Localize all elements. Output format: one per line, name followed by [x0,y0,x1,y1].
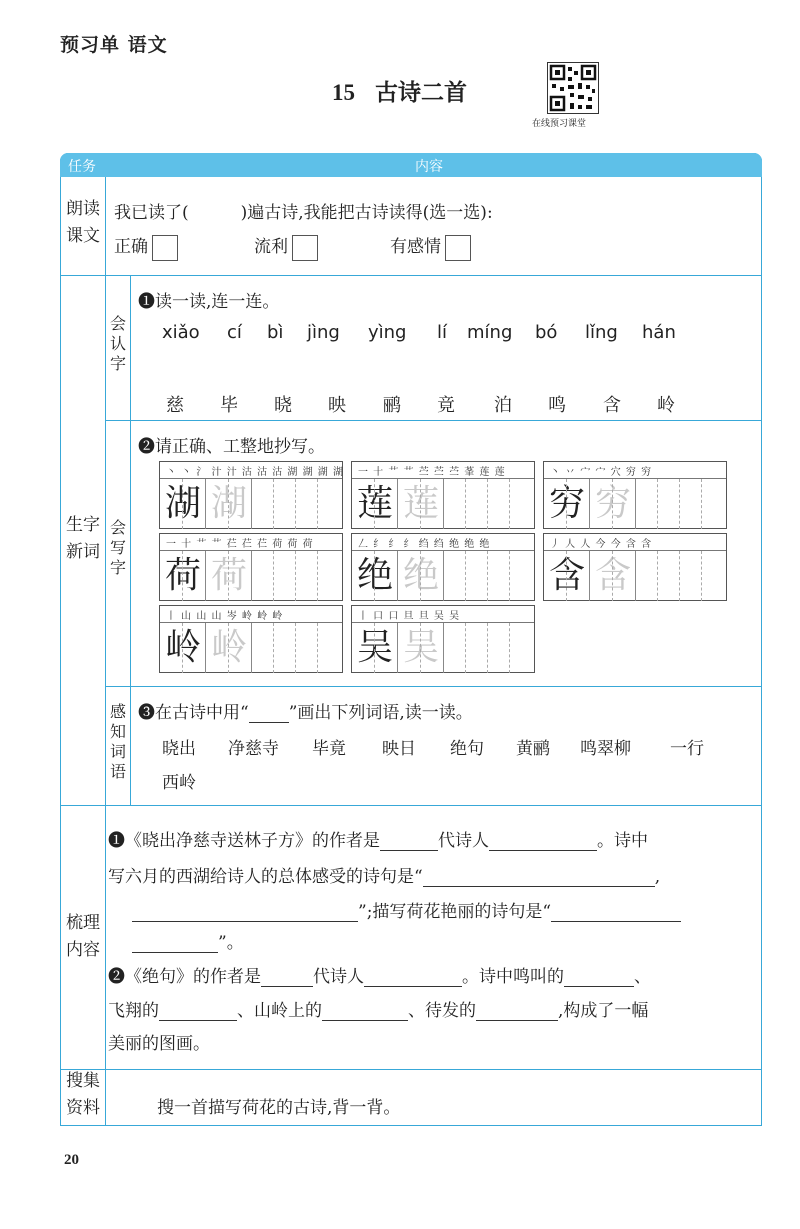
trace-cell[interactable] [590,551,636,601]
practice-cell[interactable] [466,479,488,529]
practice-cell[interactable] [296,551,318,601]
pinyin-item: xiǎo [162,322,200,343]
practice-cell[interactable] [318,479,340,529]
word-item: 西岭 [162,773,196,793]
word-item: 一行 [670,739,704,759]
model-cell [352,551,398,601]
trace-cell[interactable] [398,623,444,673]
practice-cell[interactable] [488,551,510,601]
collect-text: 搜一首描写荷花的古诗,背一背。 [157,1098,401,1118]
model-cell [160,551,206,601]
organize-q1-line1: ❶《晓出净慈寺送林子方》的作者是 代诗人 。诗中 [108,831,648,851]
pinyin-item: cí [227,322,242,343]
stroke-order: 𠃋 纟 纟 纟 绉 绉 绝 绝 绝 [358,539,491,550]
sub-perceive: 感 知 词 语 [109,702,126,781]
writing-card[interactable] [543,461,727,529]
checkbox-emotion[interactable] [445,235,471,261]
answer-blank[interactable] [380,832,438,851]
lesson-number: 15 [332,80,355,105]
answer-blank[interactable] [423,868,655,887]
sub-write: 会 写 字 [109,518,126,577]
trace-char: 吴 [402,627,439,668]
answer-blank[interactable] [132,903,358,922]
trace-cell[interactable] [206,623,252,673]
writing-grid[interactable] [160,550,342,601]
category-collect: 搜集 资料 [66,1071,100,1119]
writing-card[interactable] [159,605,343,673]
trace-cell[interactable] [206,479,252,529]
hanzi-item: 竟 [437,395,455,416]
model-char: 荷 [164,555,201,596]
model-char: 吴 [356,627,393,668]
practice-cell[interactable] [444,623,466,673]
hanzi-item: 慈 [166,395,184,416]
word-item: 晓出 [162,739,196,759]
model-char: 湖 [164,483,201,524]
organize-q1-line2: 写六月的西湖给诗人的总体感受的诗句是“ , [108,867,661,887]
writing-card[interactable] [159,533,343,601]
stroke-order: 丶 丶 氵 汁 汁 沽 沽 沽 湖 湖 湖 湖 [166,467,344,478]
answer-blank[interactable] [489,832,597,851]
practice-cell[interactable] [658,551,680,601]
writing-grid[interactable] [352,622,534,673]
writing-grid[interactable] [352,550,534,601]
pinyin-item: jìng [307,322,340,343]
writing-grid[interactable] [160,622,342,673]
writing-card[interactable] [351,605,535,673]
pinyin-item: míng [467,322,513,343]
trace-char: 湖 [210,483,247,524]
organize-q2-line3: 美丽的图画。 [108,1034,210,1054]
trace-char: 含 [594,555,631,596]
hanzi-item: 含 [603,395,621,416]
table-header [60,153,762,177]
practice-cell[interactable] [702,479,724,529]
practice-cell[interactable] [318,551,340,601]
answer-blank[interactable] [551,903,681,922]
model-cell [544,479,590,529]
stroke-order: 丨 山 山 山 岑 岭 岭 岭 [166,611,284,622]
stroke-order: 丨 口 口 旦 旦 吴 吴 [358,611,461,622]
category-reading: 朗读 课文 [66,199,100,247]
hanzi-item: 毕 [220,395,238,416]
reading-option-3: 有感情 [390,232,471,261]
trace-char: 莲 [402,483,439,524]
practice-cell[interactable] [296,479,318,529]
practice-cell[interactable] [318,623,340,673]
model-char: 岭 [164,627,201,668]
practice-cell[interactable] [658,479,680,529]
page-number: 20 [64,1152,79,1168]
category-vocab: 生字 新词 [66,515,100,563]
write-instruction: ❷请正确、工整地抄写。 [138,437,325,457]
word-item: 毕竟 [312,739,346,759]
pinyin-item: lǐng [585,322,618,343]
word-item: 黄鹂 [516,739,550,759]
practice-cell[interactable] [444,551,466,601]
answer-blank[interactable] [564,968,634,987]
practice-cell[interactable] [680,551,702,601]
stroke-order: 一 十 艹 艹 芢 芢 芢 荷 荷 荷 [166,539,314,550]
word-item: 鸣翠柳 [580,739,631,759]
answer-blank[interactable] [159,1002,237,1021]
trace-char: 绝 [402,555,439,596]
practice-cell[interactable] [636,551,658,601]
pinyin-item: bì [267,322,284,343]
model-char: 绝 [356,555,393,596]
trace-cell[interactable] [398,551,444,601]
answer-blank[interactable] [132,934,218,953]
stroke-order: 丿 人 人 今 今 含 含 [550,539,653,550]
lesson-title [332,74,467,107]
practice-cell[interactable] [252,623,274,673]
practice-cell[interactable] [510,623,532,673]
hanzi-item: 鹂 [383,395,401,416]
trace-cell[interactable] [206,551,252,601]
recognize-instruction: ❶读一读,连一连。 [138,292,280,312]
word-item: 绝句 [450,739,484,759]
organize-q1-line4: ”。 [132,928,244,953]
hanzi-item: 映 [328,395,346,416]
model-cell [352,623,398,673]
practice-cell[interactable] [444,479,466,529]
answer-blank[interactable] [322,1002,408,1021]
answer-blank[interactable] [476,1002,558,1021]
practice-cell[interactable] [466,551,488,601]
practice-cell[interactable] [488,623,510,673]
writing-grid[interactable] [544,478,726,529]
trace-cell[interactable] [590,479,636,529]
practice-cell[interactable] [702,551,724,601]
practice-cell[interactable] [466,623,488,673]
writing-card[interactable] [159,461,343,529]
practice-cell[interactable] [488,479,510,529]
practice-cell[interactable] [510,551,532,601]
reading-times-line: 我已读了( )遍古诗,我能把古诗读得(选一选): [114,203,493,223]
checkbox-correct[interactable] [152,235,178,261]
pinyin-item: lí [437,322,448,343]
practice-cell[interactable] [274,623,296,673]
model-cell [352,479,398,529]
writing-grid[interactable] [544,550,726,601]
hanzi-item: 岭 [657,395,675,416]
writing-grid[interactable] [160,478,342,529]
practice-cell[interactable] [680,479,702,529]
practice-cell[interactable] [252,551,274,601]
stroke-order: 一 十 艹 艹 苎 苎 苎 莑 莲 莲 [358,467,506,478]
hanzi-item: 晓 [274,395,292,416]
practice-cell[interactable] [274,479,296,529]
writing-grid[interactable] [352,478,534,529]
stroke-order: 丶 丷 宀 宀 穴 穷 穷 [550,467,653,478]
pinyin-item: hán [642,322,676,343]
header-task: 任务 [68,159,96,175]
organize-q2-line1: ❷《绝句》的作者是 代诗人 。诗中鸣叫的 、 [108,967,651,987]
word-item: 净慈寺 [228,739,279,759]
perceive-instruction: ❸在古诗中用“ ”画出下列词语,读一读。 [138,703,473,723]
trace-char: 穷 [594,483,631,524]
model-char: 含 [548,555,585,596]
trace-cell[interactable] [398,479,444,529]
answer-blank[interactable] [261,968,313,987]
practice-cell[interactable] [274,551,296,601]
practice-cell[interactable] [510,479,532,529]
model-char: 穷 [548,483,585,524]
writing-card[interactable] [351,461,535,529]
model-cell [160,623,206,673]
underline-sample [249,708,289,723]
model-cell [160,479,206,529]
category-organize: 梳理 内容 [66,913,100,961]
lesson-name: 古诗二首 [375,80,467,106]
header-content: 内容 [415,159,443,175]
trace-char: 荷 [210,555,247,596]
practice-cell[interactable] [636,479,658,529]
reading-option-2: 流利 [254,232,318,261]
answer-blank[interactable] [364,968,462,987]
model-char: 莲 [356,483,393,524]
model-cell [544,551,590,601]
word-item: 映日 [382,739,416,759]
writing-card[interactable] [543,533,727,601]
checkbox-fluent[interactable] [292,235,318,261]
trace-char: 岭 [210,627,247,668]
hanzi-item: 泊 [494,395,512,416]
sub-recognize: 会 认 字 [109,314,126,373]
hanzi-item: 鸣 [548,395,566,416]
organize-q2-line2: 飞翔的 、山岭上的 、待发的 ,构成了一幅 [108,1001,649,1021]
pinyin-item: bó [535,322,558,343]
writing-card[interactable] [351,533,535,601]
reading-option-1: 正确 [114,232,178,261]
practice-cell[interactable] [252,479,274,529]
organize-q1-line3: ”;描写荷花艳丽的诗句是“ [132,897,681,922]
practice-cell[interactable] [296,623,318,673]
book-header: 预习单 语文 [60,34,168,56]
qr-code-icon[interactable] [547,62,599,114]
qr-caption: 在线预习课堂 [532,119,587,129]
pinyin-item: yìng [368,322,407,343]
